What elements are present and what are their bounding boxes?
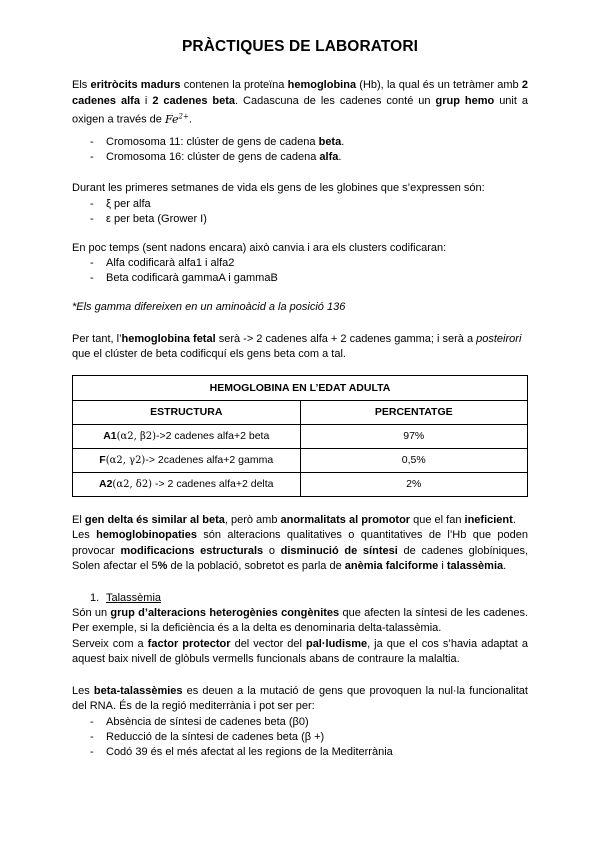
- list-item: - Cromosoma 11: clúster de gens de cadena beta.: [90, 135, 528, 150]
- delta-gene-paragraph: El gen delta és similar al beta, però amb anormalitats al promotor que el fan ineficient.: [72, 513, 516, 526]
- table-row: [73, 424, 528, 448]
- thalassemia-definition-paragraph: Són un grup d’alteracions heterogènies congènites que afecten la síntesi de les cadenes. Per exemple, si la deficiència és a la delta es denominaria delta-talassèmia.: [72, 606, 529, 635]
- table-header-row: [73, 400, 528, 424]
- section-heading-talassemia: 1. Talassèmia: [90, 591, 162, 604]
- newborn-genes-list: [72, 256, 528, 286]
- page-title: PRÀCTIQUES DE LABORATORI: [181, 38, 419, 55]
- percentage-cell: 2%: [300, 472, 528, 496]
- beta-thalassemia-paragraph: Les beta-talassèmies es deuen a la mutació de gens que provoquen la nul·la funcionalitat del RNA. És de la regió mediterrània i pot ser per:: [72, 684, 528, 713]
- list-item: - Reducció de la síntesi de cadenes beta (β +): [90, 730, 528, 745]
- percentage-cell: 97%: [300, 424, 528, 448]
- newborn-paragraph: En poc temps (sent nadons encara) això canvia i ara els clusters codificaran:: [72, 241, 447, 254]
- hemoglobinopathies-paragraph: Les hemoglobinopaties són alteracions qualitatives o quantitatives de l’Hb que poden provocar modificacions estructurals o disminució de síntesi de cadenes globíniques, Solen afectar el 5% de la població, sobretot es parla de anèmia falciforme i talassèmia.: [72, 529, 529, 573]
- list-item: - ξ per alfa: [90, 197, 528, 212]
- structure-cell: A1(α2, β2)->2 cadenes alfa+2 beta: [73, 424, 301, 448]
- iron-formula: $Fe^{2+}$: [164, 112, 189, 126]
- beta-thalassemia-causes-list: [72, 715, 528, 760]
- column-header-structure: ESTRUCTURA: [73, 400, 301, 424]
- table-title: HEMOGLOBINA EN L’EDAT ADULTA: [73, 375, 528, 400]
- structure-cell: F(α2, γ2)-> 2cadenes alfa+2 gamma: [73, 448, 301, 472]
- list-item: - Codó 39 és el més afectat al les regions de la Mediterrània: [90, 745, 528, 760]
- thalassemia-malaria-paragraph: Serveix com a factor protector del vector del pal·ludisme, ja que el cos s’havia adaptat a aquest baix nivell de glòbuls vermells funcionals abans de contraure la malaltia.: [72, 637, 528, 666]
- table-row: [73, 472, 528, 496]
- list-item: - Alfa codificarà alfa1 i alfa2: [90, 256, 528, 271]
- early-weeks-paragraph: Durant les primeres setmanes de vida els gens de les globines que s’expressen són:: [72, 182, 485, 195]
- early-genes-list: [72, 197, 528, 227]
- list-item: - Cromosoma 16: clúster de gens de cadena alfa.: [90, 150, 528, 165]
- list-item: - Absència de síntesi de cadenes beta (β0): [90, 715, 528, 730]
- list-item: - Beta codificarà gammaA i gammaB: [90, 271, 528, 286]
- chromosome-list: [72, 135, 528, 165]
- table-title-row: [73, 375, 528, 400]
- intro-paragraph: Els eritròcits madurs contenen la proteïna hemoglobina (Hb), la qual és un tetràmer amb 2 cadenes alfa i 2 cadenes beta. Cadascuna de les cadenes conté un grup hemo unit a oxigen a través de $Fe^{2+}$.: [72, 79, 529, 126]
- fetal-paragraph: Per tant, l’hemoglobina fetal serà -> 2 cadenes alfa + 2 cadenes gamma; i serà a posteirori que el clúster de beta codificquí els gens beta com a tal.: [72, 332, 522, 361]
- gamma-note: *Els gamma difereixen en un aminoàcid a la posició 136: [72, 301, 346, 314]
- column-header-percentage: PERCENTATGE: [300, 400, 528, 424]
- table-row: [73, 448, 528, 472]
- list-item: - ε per beta (Grower I): [90, 212, 528, 227]
- percentage-cell: 0,5%: [300, 448, 528, 472]
- adult-hemoglobin-table: [72, 375, 528, 497]
- structure-cell: A2(α2, δ2) -> 2 cadenes alfa+2 delta: [73, 472, 301, 496]
